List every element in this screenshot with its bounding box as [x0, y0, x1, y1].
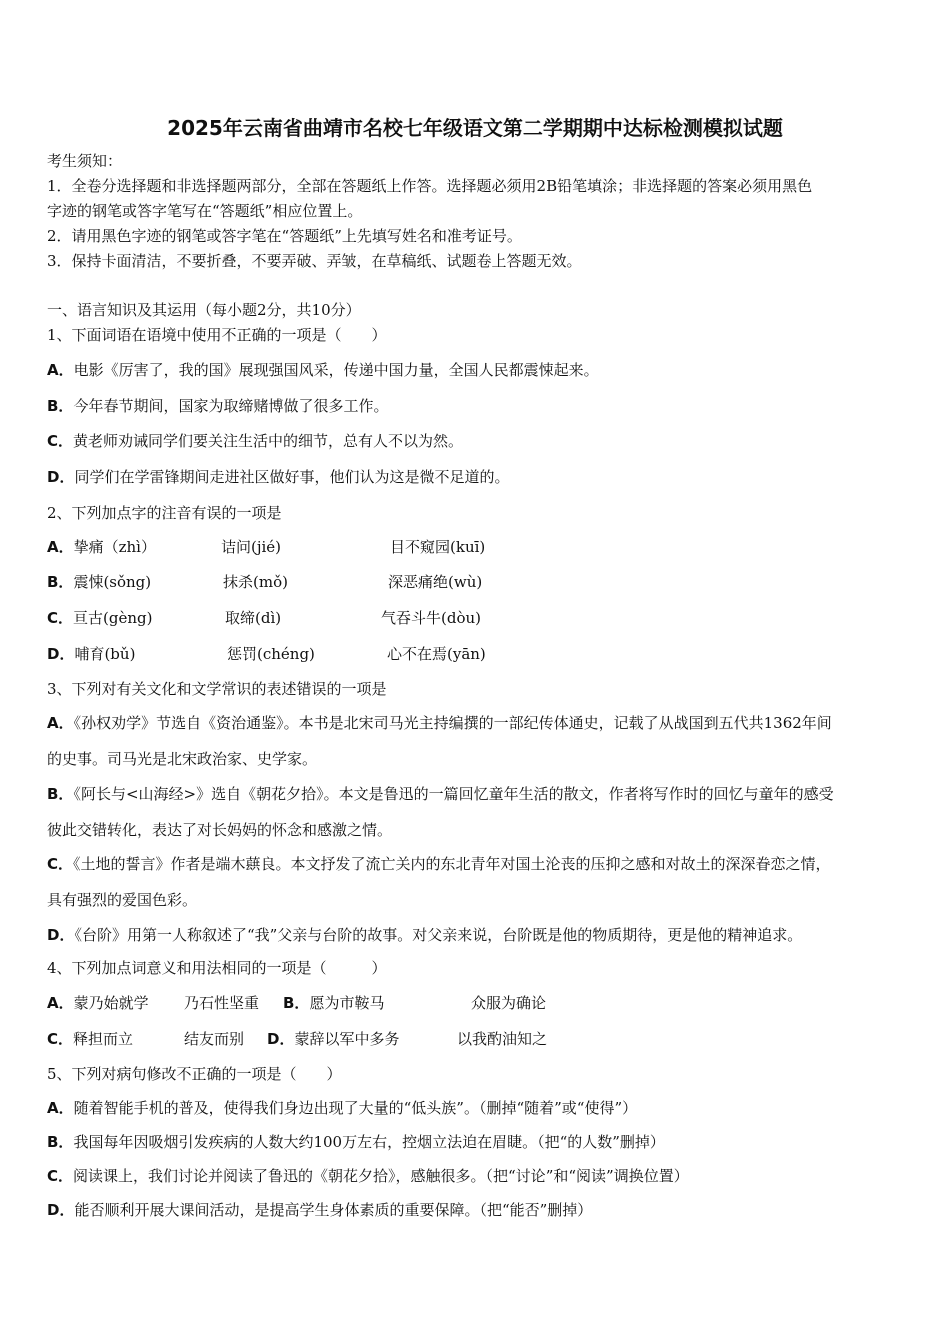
option-label: A． [47, 538, 74, 556]
option-a [47, 713, 832, 733]
notice-item: 2．请用黑色字迹的钢笔或答字笔在“答题纸”上先填写姓名和准考证号。 [47, 227, 522, 245]
option-d [47, 467, 509, 487]
question-stem: 1、下面词语在语境中使用不正确的一项是（ ） [47, 326, 387, 344]
option-a [47, 360, 599, 380]
option-c [47, 608, 152, 628]
option-b [47, 1132, 665, 1152]
option-d [47, 925, 802, 945]
notice-item: 1．全卷分选择题和非选择题两部分，全部在答题纸上作答。选择题必须用2B铅笔填涂；非选择题的答案必须用黑色 [47, 177, 813, 195]
option-label: D． [47, 926, 75, 944]
option-text: 我国每年因吸烟引发疾病的人数大约100万左右，控烟立法迫在眉睫。（把“的人数”删掉） [73, 1133, 665, 1151]
pinyin-item: 挚痛（zhì） [73, 538, 156, 556]
option-c [47, 1166, 689, 1186]
pinyin-item: 诘问(jié) [221, 538, 282, 556]
notice-item: 字迹的钢笔或答字笔写在“答题纸”相应位置上。 [47, 202, 363, 220]
option-b [283, 993, 384, 1013]
option-label: B． [47, 573, 74, 591]
option-b [47, 784, 834, 804]
pinyin-item: 心不在焉(yān) [387, 645, 486, 663]
pinyin-item: 亘古(gèng) [73, 609, 153, 627]
option-c [47, 854, 831, 874]
option-a [47, 993, 149, 1013]
option-d [267, 1029, 399, 1049]
option-label: B． [47, 1133, 74, 1151]
option-label: B． [47, 785, 74, 803]
pinyin-item: 抹杀(mǒ) [223, 573, 288, 591]
notice-heading: 考生须知： [47, 152, 123, 170]
option-text-continued: 的史事。司马光是北宋政治家、史学家。 [47, 750, 318, 768]
option-label: D． [267, 1030, 295, 1048]
option-text: 《孙权劝学》节选自《资治通鉴》。本书是北宋司马光主持编撰的一部纪传体通史，记载了从战国到五代共1362年间 [73, 714, 832, 732]
option-label: C． [47, 609, 74, 627]
option-c [47, 1029, 133, 1049]
option-text: 释担而立 [73, 1030, 134, 1048]
option-text: 乃石性坚重 [184, 994, 260, 1012]
option-text: 今年春节期间，国家为取缔赌博做了很多工作。 [73, 397, 389, 415]
pinyin-item: 惩罚(chéng) [227, 645, 315, 663]
option-label: C． [47, 1030, 74, 1048]
question-stem: 4、下列加点词意义和用法相同的一项是（ ） [47, 959, 387, 977]
option-text: 同学们在学雷锋期间走进社区做好事，他们认为这是微不足道的。 [74, 468, 510, 486]
option-text: 阅读课上，我们讨论并阅读了鲁迅的《朝花夕拾》，感触很多。（把“讨论”和“阅读”调换位置） [73, 1167, 689, 1185]
notice-item: 3．保持卡面清洁，不要折叠，不要弄破、弄皱，在草稿纸、试题卷上答题无效。 [47, 252, 582, 270]
option-d [47, 644, 135, 664]
option-text-continued: 彼此交错转化，表达了对长妈妈的怀念和感激之情。 [47, 821, 393, 839]
option-label: A． [47, 994, 74, 1012]
option-b [47, 396, 388, 416]
option-text: 愿为市鞍马 [309, 994, 385, 1012]
option-label: C． [47, 855, 74, 873]
option-label: B． [283, 994, 310, 1012]
option-text: 蒙乃始就学 [73, 994, 149, 1012]
option-text: 以我酌油知之 [457, 1030, 548, 1048]
question-stem: 3、下列对有关文化和文学常识的表述错误的一项是 [47, 680, 387, 698]
pinyin-item: 震悚(sǒng) [73, 573, 152, 591]
option-text: 《土地的誓言》作者是端木蕻良。本文抒发了流亡关内的东北青年对国土沦丧的压抑之感和对故土的深深眷恋之情， [73, 855, 831, 873]
option-text: 黄老师劝诫同学们要关注生活中的细节，总有人不以为然。 [73, 432, 464, 450]
option-label: A． [47, 714, 74, 732]
pinyin-item: 深恶痛绝(wù) [388, 573, 483, 591]
option-label: D． [47, 468, 75, 486]
pinyin-item: 取缔(dì) [225, 609, 282, 627]
option-a [47, 537, 156, 557]
option-label: D． [47, 1201, 75, 1219]
option-c [47, 431, 463, 451]
option-a [47, 1098, 637, 1118]
pinyin-item: 气吞斗牛(dòu) [381, 609, 481, 627]
option-text: 电影《厉害了，我的国》展现强国风采，传递中国力量，全国人民都震悚起来。 [73, 361, 599, 379]
option-b [47, 572, 151, 592]
option-text: 众服为确论 [471, 994, 547, 1012]
pinyin-item: 哺育(bǔ) [74, 645, 136, 663]
pinyin-item: 目不窥园(kuī) [390, 538, 486, 556]
question-stem: 5、下列对病句修改不正确的一项是（ ） [47, 1065, 342, 1083]
question-stem: 2、下列加点字的注音有误的一项是 [47, 504, 282, 522]
option-label: A． [47, 361, 74, 379]
option-text: 蒙辞以军中多务 [294, 1030, 400, 1048]
option-text: 结友而别 [184, 1030, 245, 1048]
option-text: 能否顺利开展大课间活动，是提高学生身体素质的重要保障。（把“能否”删掉） [74, 1201, 593, 1219]
option-text: 《台阶》用第一人称叙述了“我”父亲与台阶的故事。对父亲来说，台阶既是他的物质期待，更是他的精神追求。 [74, 926, 803, 944]
option-text: 随着智能手机的普及，使得我们身边出现了大量的“低头族”。（删掉“随着”或“使得”） [73, 1099, 638, 1117]
option-label: A． [47, 1099, 74, 1117]
option-text: 《阿长与<山海经>》选自《朝花夕拾》。本文是鲁迅的一篇回忆童年生活的散文，作者将写作时的回忆与童年的感受 [73, 785, 834, 803]
page-title: 2025年云南省曲靖市名校七年级语文第二学期期中达标检测模拟试题 [167, 116, 783, 140]
option-d [47, 1200, 592, 1220]
option-label: B． [47, 397, 74, 415]
option-text-continued: 具有强烈的爱国色彩。 [47, 891, 198, 909]
option-label: C． [47, 432, 74, 450]
option-label: C． [47, 1167, 74, 1185]
section-heading: 一、语言知识及其运用（每小题2分，共10分） [47, 301, 361, 319]
option-label: D． [47, 645, 75, 663]
